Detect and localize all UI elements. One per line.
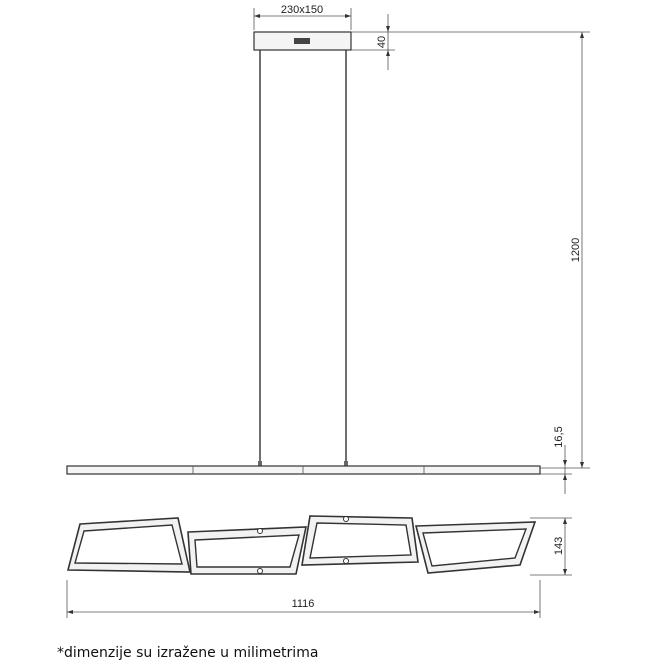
total-length-dimension bbox=[67, 580, 540, 618]
canopy-width-dimension bbox=[254, 4, 351, 30]
body-thickness-dimension bbox=[540, 426, 572, 494]
canopy-height-dimension bbox=[351, 14, 395, 70]
canopy-size-label: 230x150 bbox=[280, 4, 324, 16]
luminaire-top-view bbox=[68, 516, 535, 574]
panel-1 bbox=[68, 518, 190, 572]
units-footnote: *dimenzije su izražene u milimetrima bbox=[57, 645, 319, 661]
canopy-height-label: 40 bbox=[376, 35, 388, 49]
luminaire-side-view bbox=[67, 466, 540, 474]
body-thickness-label: 16,5 bbox=[553, 426, 565, 448]
body-width-dimension bbox=[530, 518, 572, 575]
cable-clamp-left bbox=[258, 461, 262, 466]
canopy bbox=[254, 32, 351, 50]
total-length-label: 1116 bbox=[291, 598, 315, 610]
panel-2 bbox=[188, 527, 306, 574]
cable-clamp-right bbox=[344, 461, 348, 466]
panel-4 bbox=[416, 522, 535, 573]
suspension-length-dimension bbox=[395, 32, 590, 468]
suspension-length-label: 1200 bbox=[570, 237, 582, 263]
panel-3 bbox=[302, 516, 418, 565]
body-width-label: 143 bbox=[553, 536, 565, 556]
canopy-badge bbox=[294, 38, 310, 44]
